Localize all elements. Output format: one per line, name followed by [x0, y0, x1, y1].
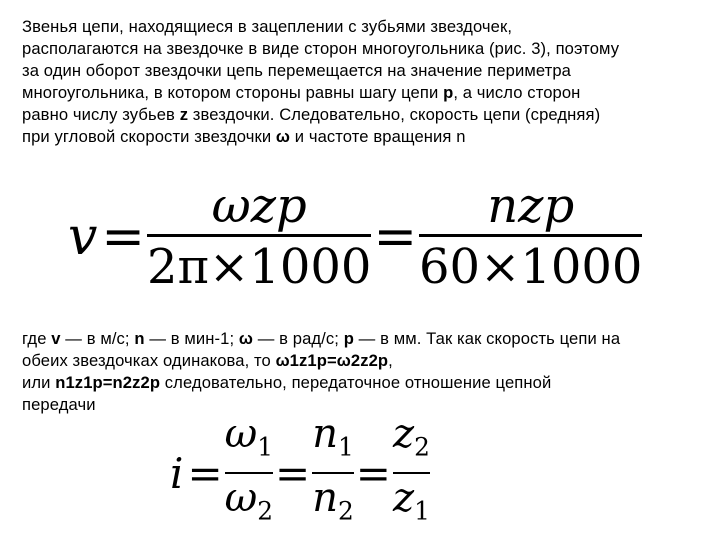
subscript: 2: [414, 433, 430, 462]
fraction-angular: [146, 177, 372, 295]
text-segment: равно числу зубьев: [22, 105, 180, 124]
fraction-omega: [225, 411, 273, 534]
text-segment: и частоте вращения n: [290, 127, 466, 146]
var-z: z: [393, 411, 415, 458]
text-segment: , а число сторон: [453, 83, 581, 102]
symbol-v: v: [51, 329, 61, 348]
text-line: [22, 372, 712, 394]
subscript: 1: [338, 433, 354, 462]
subscript: 1: [257, 433, 274, 462]
text-line: передачи: [22, 395, 96, 414]
fraction-n: [312, 411, 354, 534]
var-omega: ω: [224, 475, 258, 521]
symbol-p: p: [343, 329, 354, 348]
fraction-denominator: 60×1000: [419, 238, 643, 295]
equals-sign: =: [355, 448, 391, 498]
fraction-bar: [147, 234, 371, 237]
fraction-numerator: [393, 411, 430, 471]
fraction-bar: [312, 472, 354, 474]
text-line: [22, 82, 712, 104]
gear-ratio-formula: [170, 411, 450, 528]
fraction-denominator: [225, 475, 273, 535]
text-line: [22, 126, 712, 148]
symbol-omega: ω: [275, 127, 291, 146]
equals-sign: =: [187, 448, 223, 498]
intro-paragraph: [22, 16, 712, 148]
text-line: располагаются на звездочке в виде сторон многоугольника (рис. 3), поэтому: [22, 39, 620, 58]
formula-lhs-v: v: [68, 207, 98, 267]
equals-sign: =: [373, 207, 418, 267]
fraction-z: [393, 411, 430, 534]
text-segment: — в м/с;: [60, 329, 135, 348]
equation-n: n1z1p=n2z2p: [55, 373, 161, 392]
symbol-p: p: [443, 83, 454, 102]
fraction-bar: [419, 234, 642, 237]
text-line: Звенья цепи, находящиеся в зацеплении с зубьями звездочек,: [22, 17, 513, 36]
subscript: 2: [338, 496, 354, 526]
text-segment: ,: [388, 351, 393, 370]
text-segment: — в мм. Так как скорость цепи на: [353, 329, 621, 348]
text-segment: звездочки. Следовательно, скорость цепи (средняя): [188, 105, 601, 124]
var-n: n: [312, 475, 339, 521]
fraction-denominator: 2π×1000: [146, 238, 372, 295]
subscript: 1: [414, 496, 430, 526]
equals-sign: =: [275, 448, 311, 498]
text-line: [22, 104, 712, 126]
var-omega: ω: [224, 411, 258, 458]
text-segment: при угловой скорости звездочки: [22, 127, 276, 146]
subscript: 2: [257, 496, 274, 526]
var-n: n: [312, 411, 339, 458]
text-segment: следовательно, передаточное отношение цепной: [160, 373, 552, 392]
text-segment: где: [22, 329, 52, 348]
chain-speed-formula: [68, 178, 678, 296]
symbol-n: n: [134, 329, 145, 348]
text-segment: обеих звездочках одинакова, то: [22, 351, 276, 370]
text-line: [22, 350, 712, 372]
text-segment: — в мин-1;: [144, 329, 239, 348]
fraction-numerator: [225, 411, 273, 471]
fraction-bar: [393, 472, 430, 474]
fraction-numerator: [312, 411, 354, 471]
var-z: z: [393, 475, 415, 521]
text-line: за один оборот звездочки цепь перемещается на значение периметра: [22, 61, 571, 80]
text-segment: или: [22, 373, 56, 392]
fraction-numerator: nzp: [487, 177, 575, 234]
text-segment: — в рад/с;: [253, 329, 344, 348]
text-line: [22, 328, 712, 350]
fraction-bar: [225, 472, 273, 474]
equation-omega: ω1z1p=ω2z2p: [275, 351, 389, 370]
fraction-numerator: ωzp: [211, 177, 307, 234]
fraction-rpm: [419, 177, 643, 295]
units-paragraph: [22, 328, 712, 416]
fraction-denominator: [312, 475, 354, 535]
formula-lhs-i: i: [170, 448, 184, 498]
text-segment: многоугольника, в котором стороны равны шагу цепи: [22, 83, 444, 102]
equals-sign: =: [101, 207, 145, 267]
symbol-omega: ω: [238, 329, 253, 348]
symbol-z: z: [179, 105, 189, 124]
fraction-denominator: [393, 475, 430, 535]
